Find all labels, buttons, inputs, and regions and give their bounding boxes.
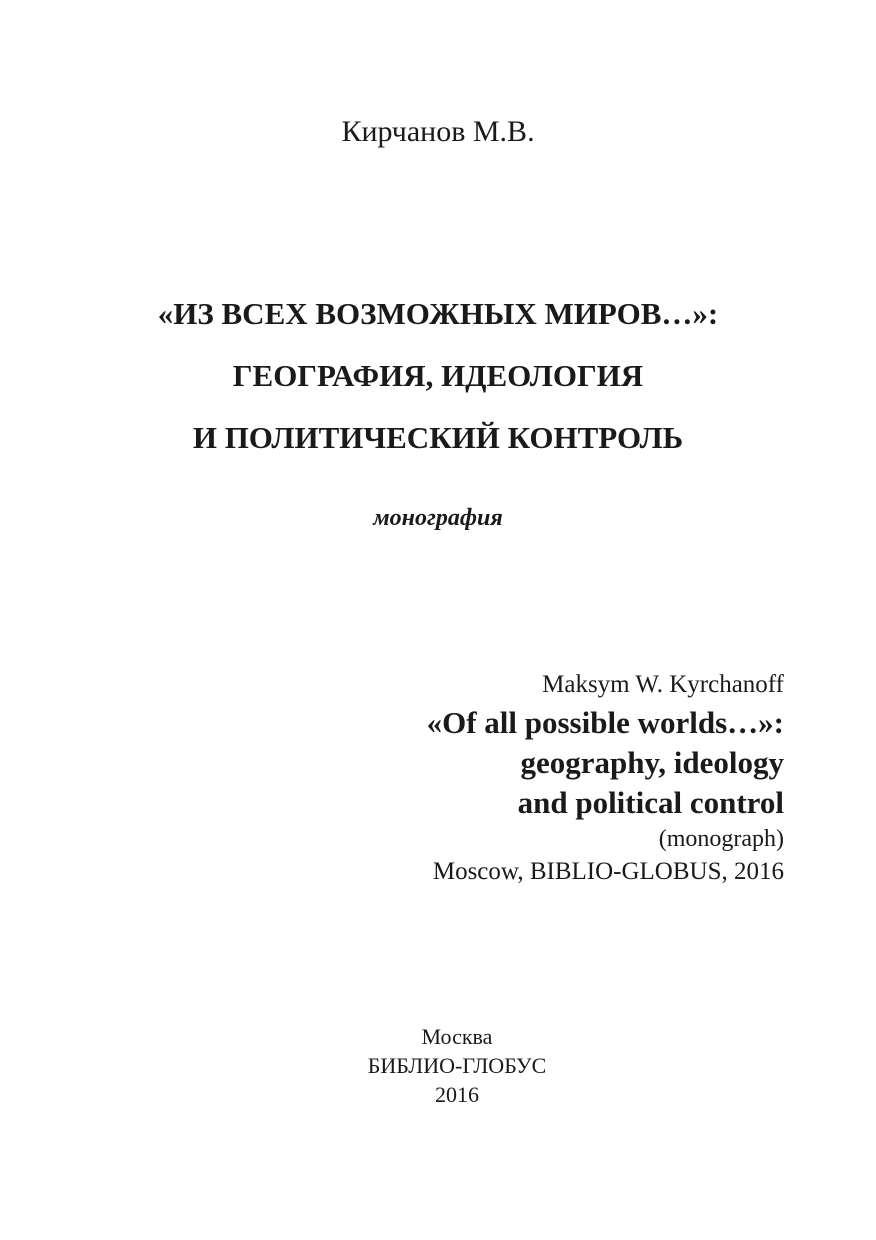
book-title-ru — [40, 283, 836, 469]
genre-en: (monograph) — [658, 826, 784, 852]
title-ru-line-1: «ИЗ ВСЕХ ВОЗМОЖНЫХ МИРОВ…»: — [157, 296, 719, 331]
imprint-ru — [0, 1022, 876, 1109]
title-en-line-1: «Of all possible worlds…»: — [426, 705, 784, 740]
imprint-en: Moscow, BIBLIO-GLOBUS, 2016 — [432, 858, 784, 885]
title-ru-line-2: ГЕОГРАФИЯ, ИДЕОЛОГИЯ — [232, 358, 644, 393]
title-en-line-3: and political control — [517, 785, 784, 820]
title-ru-line-3: И ПОЛИТИЧЕСКИЙ КОНТРОЛЬ — [192, 420, 684, 455]
imprint-publisher: БИБЛИО-ГЛОБУС — [367, 1053, 547, 1078]
book-title-en — [264, 703, 784, 823]
english-title-block — [264, 667, 784, 889]
author-name-ru: Кирчанов М.В. — [341, 115, 535, 148]
title-en-line-2: geography, ideology — [520, 745, 784, 780]
imprint-city: Москва — [421, 1024, 493, 1049]
author-name-en: Maksym W. Kyrchanoff — [542, 671, 784, 698]
imprint-year: 2016 — [435, 1082, 479, 1107]
genre-ru: монография — [373, 505, 503, 531]
